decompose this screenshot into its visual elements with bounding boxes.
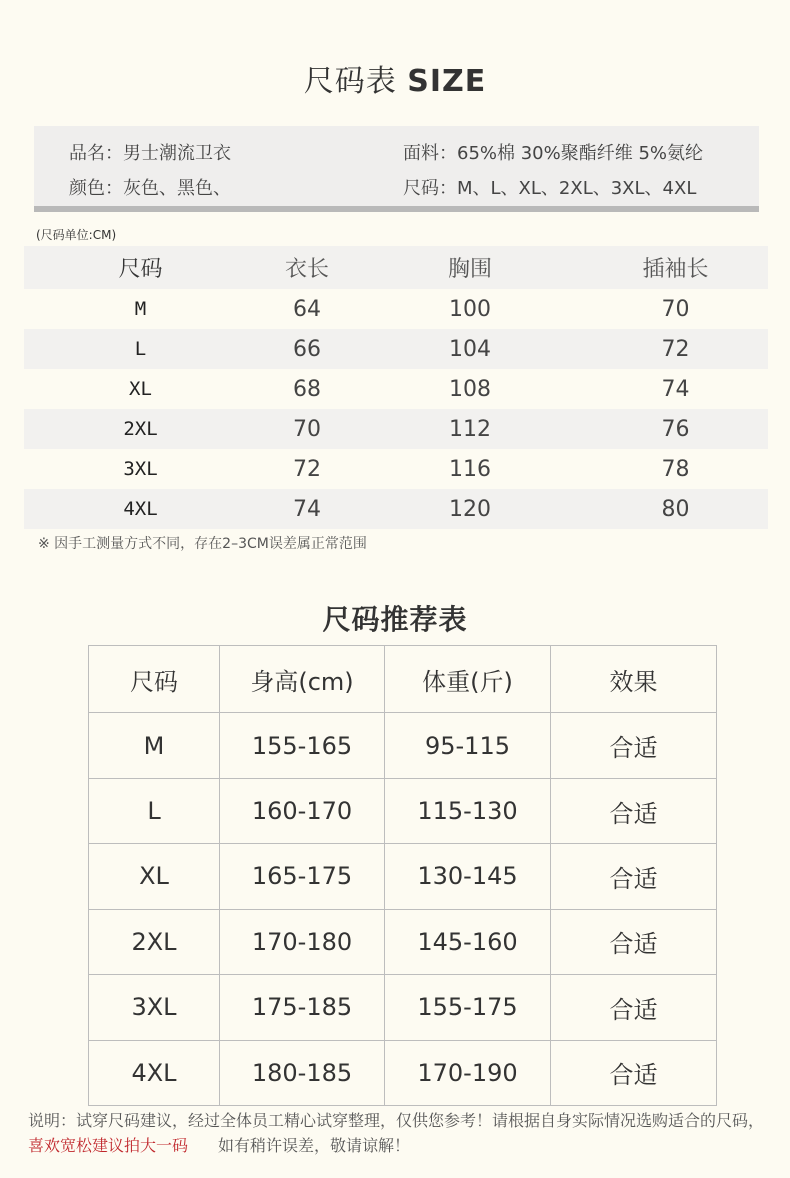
rec-header-size: 尺码 [89,646,220,713]
recommend-table [88,645,717,1106]
size-cell: XL [129,378,152,400]
length-cell: 70 [257,409,357,449]
rec-height-cell: 165-175 [220,844,385,909]
product-sizes: 尺码：M、L、XL、2XL、3XL、4XL [403,178,697,199]
sleeve-cell: 80 [583,489,768,529]
length-cell: 66 [257,329,357,369]
rec-header-effect: 效果 [551,646,717,713]
chest-cell: 116 [449,456,491,482]
table-row [89,975,717,1040]
rec-size-cell: 3XL [89,975,220,1040]
rec-weight-cell: 95-115 [385,713,551,778]
product-color: 颜色：灰色、黑色、 [69,178,231,199]
table-row [24,329,768,369]
footer-text-2: 如有稍许误差，敬请谅解！ [218,1136,411,1155]
title-cn: 尺码表 [303,64,397,99]
rec-weight-cell: 145-160 [385,909,551,974]
rec-size-cell: XL [89,844,220,909]
rec-weight-cell: 170-190 [385,1040,551,1105]
size-cell: M [134,298,147,320]
table-row [24,369,768,409]
sleeve-cell: 70 [661,296,690,322]
size-table [24,246,768,529]
recommend-header-row [89,646,717,713]
product-name: 品名：男士潮流卫衣 [69,143,231,164]
length-cell: 68 [293,376,321,402]
table-row [89,1040,717,1105]
rec-effect-cell: 合适 [551,713,717,778]
rec-size-cell: M [89,713,220,778]
size-cell: L [24,329,257,369]
size-header-size: 尺码 [24,246,257,289]
rec-effect-cell: 合适 [551,909,717,974]
table-row [24,449,768,489]
footer-note [28,1108,768,1158]
rec-height-cell: 175-185 [220,975,385,1040]
rec-height-cell: 170-180 [220,909,385,974]
rec-height-cell: 160-170 [220,778,385,843]
sleeve-cell: 78 [661,456,690,482]
page-title [0,56,790,100]
size-cell: 3XL [123,458,158,480]
chest-cell: 108 [449,376,491,402]
sleeve-cell: 72 [583,329,768,369]
table-row [89,778,717,843]
rec-effect-cell: 合适 [551,778,717,843]
rec-header-weight: 体重(斤) [385,646,551,713]
measure-note: ※ 因手工测量方式不同，存在2–3CM误差属正常范围 [38,536,367,552]
chest-cell: 112 [357,409,583,449]
rec-size-cell: 4XL [89,1040,220,1105]
rec-height-cell: 180-185 [220,1040,385,1105]
chest-cell: 120 [357,489,583,529]
product-material: 面料：65%棉 30%聚酯纤维 5%氨纶 [403,143,704,164]
length-cell: 64 [293,296,321,322]
table-row [89,844,717,909]
rec-size-cell: 2XL [89,909,220,974]
rec-header-height: 身高(cm) [220,646,385,713]
rec-weight-cell: 155-175 [385,975,551,1040]
size-cell: 2XL [24,409,257,449]
chest-cell: 104 [357,329,583,369]
length-cell: 74 [257,489,357,529]
size-table-header [24,246,768,289]
footer-text-1: 说明：试穿尺码建议，经过全体员工精心试穿整理，仅供您参考！请根据自身实际情况选购适合的尺码， [28,1111,765,1130]
table-row [89,909,717,974]
sleeve-cell: 74 [661,376,690,402]
rec-weight-cell: 115-130 [385,778,551,843]
sleeve-cell: 76 [583,409,768,449]
table-row [24,489,768,529]
title-en: SIZE [407,64,487,99]
unit-note: (尺码单位:CM) [36,228,117,242]
rec-height-cell: 155-165 [220,713,385,778]
length-cell: 72 [293,456,321,482]
size-header-length: 衣长 [257,246,357,289]
table-row [24,409,768,449]
table-row [89,713,717,778]
size-cell: 4XL [24,489,257,529]
recommend-title: 尺码推荐表 [322,603,468,636]
rec-weight-cell: 130-145 [385,844,551,909]
product-info-panel [34,126,759,212]
size-header-sleeve: 插袖长 [583,246,768,289]
rec-effect-cell: 合适 [551,1040,717,1105]
chest-cell: 100 [449,296,491,322]
rec-effect-cell: 合适 [551,844,717,909]
footer-highlight: 喜欢宽松建议拍大一码 [28,1136,189,1155]
rec-size-cell: L [89,778,220,843]
rec-effect-cell: 合适 [551,975,717,1040]
table-row [24,289,768,329]
size-header-chest: 胸围 [357,246,583,289]
